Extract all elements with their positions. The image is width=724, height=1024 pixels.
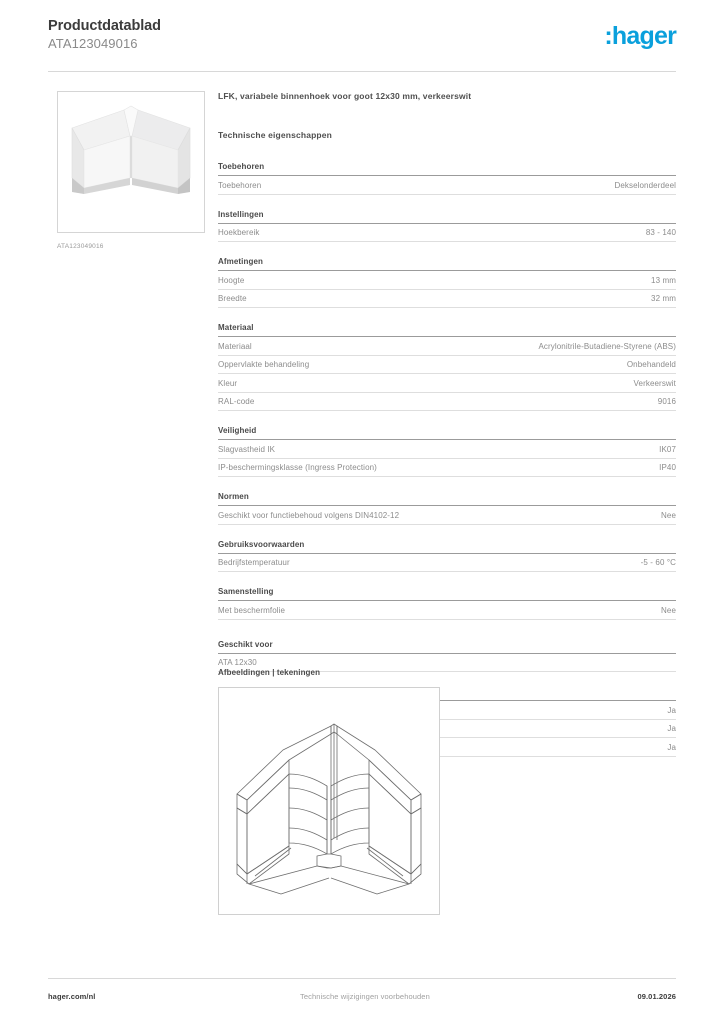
drawings-heading: Afbeeldingen | tekeningen [218, 668, 321, 677]
spec-row-label: Breedte [218, 294, 247, 303]
spec-row [218, 440, 676, 459]
spec-section-title: Afmetingen [218, 257, 676, 271]
spec-row-value: 13 mm [651, 275, 676, 285]
spec-section-title: Materiaal [218, 323, 676, 337]
spec-row-label: Hoogte [218, 275, 245, 285]
page-title: Productdatablad [48, 18, 161, 34]
hager-logo: :hager [604, 22, 676, 50]
spec-row [218, 601, 676, 620]
spec-row-value: Ja [667, 742, 676, 752]
spec-row-label: Met beschermfolie [218, 605, 286, 615]
spec-row-value: Ja [667, 724, 676, 733]
spec-row [218, 337, 676, 356]
spec-row-label: Toebehoren [218, 180, 262, 190]
spec-row-label: Hoekbereik [218, 228, 260, 237]
product-photo-image [58, 92, 204, 232]
spec-section [218, 210, 676, 243]
spec-row [218, 554, 676, 573]
footer-divider [48, 978, 676, 979]
page-footer [48, 992, 676, 1001]
spec-row [218, 224, 676, 243]
spec-section [218, 162, 676, 195]
spec-row-label: Oppervlakte behandeling [218, 360, 310, 369]
footer-date: 09.01.2026 [637, 992, 676, 1001]
product-photo-caption: ATA123049016 [57, 243, 104, 250]
spec-row-label: Kleur [218, 378, 238, 388]
spec-section-title: Toebehoren [218, 162, 676, 176]
header-divider [48, 71, 676, 72]
spec-section [218, 587, 676, 620]
spec-row [218, 271, 676, 290]
spec-section-title: Instellingen [218, 210, 676, 224]
spec-row-label: ATA 12x30 [218, 658, 257, 667]
footer-website[interactable]: hager.com/nl [48, 992, 96, 1001]
spec-section-title: Normen [218, 492, 676, 506]
technical-drawing [218, 687, 440, 915]
spec-row-value: Nee [661, 510, 676, 520]
page-header [48, 18, 676, 68]
spec-row [218, 290, 676, 309]
product-reference: ATA123049016 [48, 36, 138, 51]
spec-row-label: Geschikt voor functiebehoud volgens DIN4102-12 [218, 510, 400, 520]
spec-row [218, 459, 676, 478]
spec-row-value: 32 mm [651, 294, 676, 303]
drawings-section [218, 668, 676, 915]
spec-section [218, 426, 676, 477]
spec-row-label: RAL-code [218, 397, 255, 406]
spec-section-title: Samenstelling [218, 587, 676, 601]
spec-row-value: 9016 [657, 397, 676, 406]
spec-row-value: Nee [661, 605, 676, 615]
spec-row [218, 356, 676, 375]
footer-disclaimer: Technische wijzigingen voorbehouden [300, 992, 430, 1001]
spec-row-value: Dekselonderdeel [614, 180, 676, 190]
spec-section [218, 540, 676, 573]
spec-row-label: Materiaal [218, 341, 252, 351]
technical-properties-heading: Technische eigenschappen [218, 130, 332, 140]
spec-row-label: Bedrijfstemperatuur [218, 558, 290, 567]
spec-row-value: Acrylonitrile-Butadiene-Styrene (ABS) [538, 341, 676, 351]
spec-section-title: Geschikt voor [218, 640, 676, 654]
spec-section-title: Gebruiksvoorwaarden [218, 540, 676, 554]
technical-drawing-image [219, 688, 439, 914]
spec-section [218, 492, 676, 525]
spec-row-value: IP40 [659, 463, 676, 472]
spec-row-value: IK07 [659, 444, 676, 454]
spec-section [218, 323, 676, 411]
product-name: LFK, variabele binnenhoek voor goot 12x30 mm, verkeerswit [218, 91, 472, 101]
spec-row [218, 374, 676, 393]
spec-row-value: -5 - 60 °C [640, 558, 676, 567]
spec-row-value: Ja [667, 705, 676, 715]
spec-row [218, 176, 676, 195]
spec-row-value: Verkeerswit [633, 378, 676, 388]
spec-row-value: Onbehandeld [626, 360, 676, 369]
spec-row-value: 83 - 140 [645, 228, 676, 237]
spec-row-label: IP-beschermingsklasse (Ingress Protection) [218, 463, 377, 472]
spec-section-title: Veiligheid [218, 426, 676, 440]
spec-section [218, 257, 676, 308]
spec-row-label: Slagvastheid IK [218, 444, 276, 454]
spec-row [218, 506, 676, 525]
spec-row [218, 393, 676, 412]
product-photo [57, 91, 205, 233]
